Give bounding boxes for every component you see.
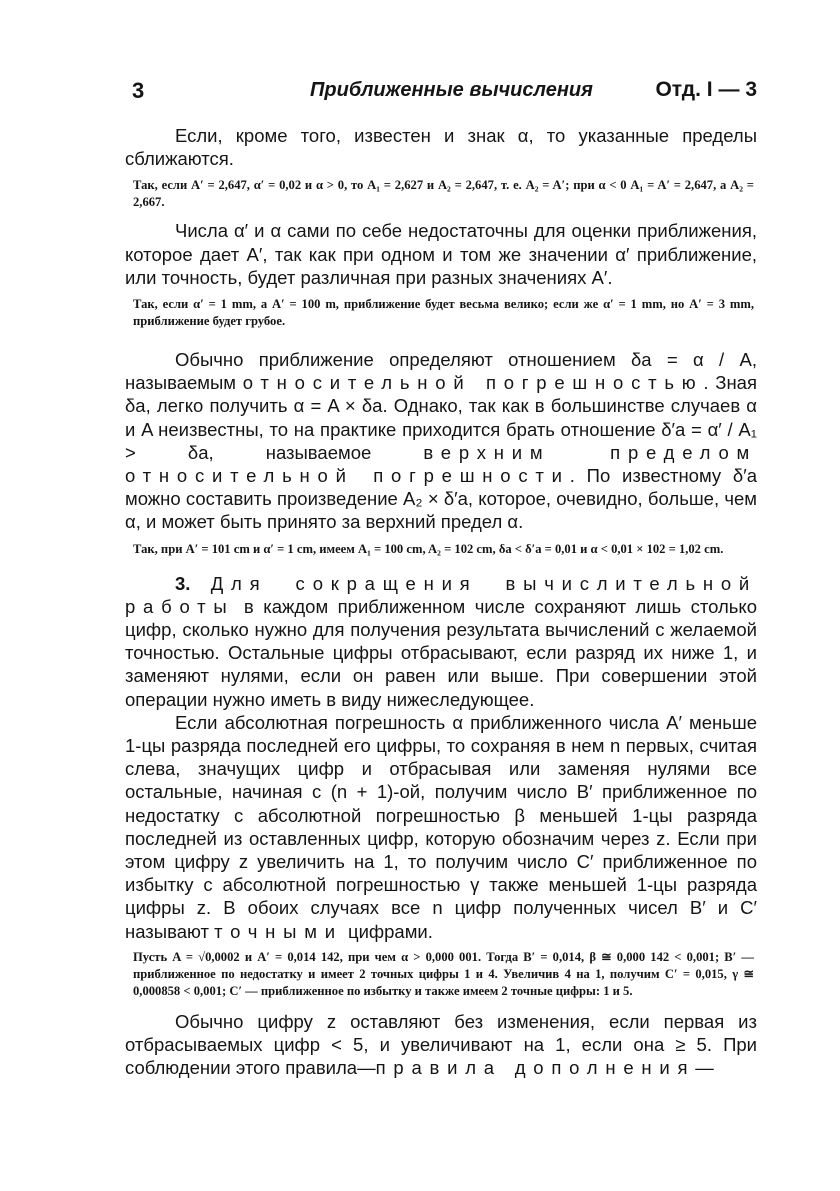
example-1: Так, если A′ = 2,647, α′ = 0,02 и α > 0, то A₁ = 2,627 и A₂ = 2,647, т. е. A₂ = A′; при α < 0 A₁ = A′ = 2,647, а A₂ = 2,667. (133, 178, 754, 210)
term-complement-rule: правила дополнения (375, 1057, 696, 1079)
page (125, 72, 757, 1080)
running-title: Приближенные вычисления (310, 79, 593, 101)
section-label: Отд. I — 3 (655, 78, 757, 101)
example-3: Так, при A′ = 101 cm и α′ = 1 cm, имеем A₁ = 100 cm, A₂ = 102 cm, δa < δ′a = 0,01 и α < 0,01 × 102 = 1,02 cm. (133, 541, 724, 556)
example-4: Пусть A = √0,0002 и A′ = 0,014 142, при чем α > 0,000 001. Тогда B′ = 0,014, β ≅ 0,000 142 < 0,001; B′ — приближенное по недостатку и имеет 2 точных цифры 1 и 4. Увеличив 4 на 1, получим C′ = 0,015, γ ≅ 0,000858 < 0,001; C′ — приближенное по избытку и также имеем 2 точные цифры: 1 и 5. (133, 949, 754, 998)
paragraph-6-part-c: — (695, 1057, 714, 1079)
section-number: 3. (175, 572, 191, 594)
term-relative-error: относительной погрешностью (242, 372, 704, 394)
term-exact: точными (214, 920, 343, 942)
paragraph-4-body: в каждом приближенном числе сохраняют лишь столько цифр, сколько нужно для получения результата вычислений с желаемой точностью. Остальные цифры отбрасывают, если разряд их ниже 1, и заменяют нулями, если он равен или выше. При совершении этой операции нужно иметь в виду нижеследующее. (125, 595, 757, 710)
paragraph-5 (125, 711, 757, 943)
paragraph-1: Если, кроме того, известен и знак α, то указанные пределы сближаются. (125, 125, 757, 170)
paragraph-3-part-c: . Зная δa, легко получить α = A × δa. Однако, так как в большинстве случаев α и A неизвестны, то на практике приходится брать отношение δ′a = α′ / A₁ > δa, называемое (125, 372, 757, 463)
paragraph-5-part-a: Если абсолютная погрешность α приближенного числа A′ меньше 1-цы разряда последней его цифры, то сохраняя в нем n первых, считая слева, значущих цифр и отбрасывая или заменяя нулями все остальные, начиная с (n + 1)-ой, получим число B′ приближенное по недостатку с абсолютной погрешностью β меньшей 1-цы разряда последней из оставленных цифр, которую обозначим через z. Если при этом цифру z увеличить на 1, то получим число C′ приближенное по избытку с абсолютной погрешностью γ также меньшей 1-цы разряда цифры z. В обоих случаях все n цифр полученных чисел B′ и C′ называют (125, 711, 757, 942)
paragraph-3-part-e: . По известному δ′a можно составить произведение A₂ × δ′a, которое, очевидно, больше, чем α, и может быть принято за верхний предел α. (125, 465, 757, 533)
paragraph-5-part-c: цифрами. (342, 920, 433, 942)
paragraph-2: Числа α′ и α сами по себе недостаточны для оценки приближения, которое дает A′, так как при одном и том же значении α′ приближение, или точность, будет различная при разных значениях A′. (125, 220, 757, 288)
page-header (125, 72, 757, 112)
paragraph-6 (125, 1010, 757, 1080)
example-2: Так, если α′ = 1 mm, а A′ = 100 m, приближение будет весьма велико; если же α′ = 1 mm, но A′ = 3 mm, приближение будет грубое. (133, 297, 754, 329)
paragraph-6-part-a: Обычно цифру z оставляют без изменения, если первая из отбрасываемых цифр < 5, и увеличивают на 1, если она ≥ 5. При соблюдении этого правила— (125, 1010, 757, 1079)
page-number: 3 (132, 78, 145, 103)
term-reduce-work: Для сокращения вычислительной работы (125, 572, 758, 617)
paragraph-3-part-a: Обычно приближение определяют отношением δa = α / A, называемым (125, 349, 757, 394)
paragraph-4 (125, 572, 757, 711)
term-upper-limit: верхним пределом относительной погрешности (125, 441, 758, 487)
paragraph-3 (125, 348, 757, 534)
